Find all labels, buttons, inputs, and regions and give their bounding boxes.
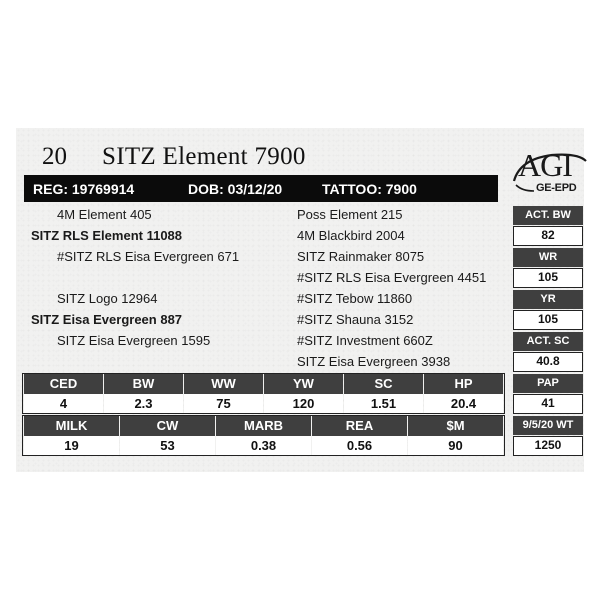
logo-text: AGI	[518, 147, 572, 183]
epd-value: 53	[120, 436, 215, 455]
epd-label: $M	[408, 416, 503, 436]
epd-value: 75	[184, 394, 263, 413]
pedigree-sire-sire: 4M Element 405	[57, 207, 152, 222]
epd-value: 0.38	[216, 436, 311, 455]
stat-value: 105	[513, 268, 583, 288]
stat-label: WR	[513, 248, 583, 267]
stat-value: 105	[513, 310, 583, 330]
agi-logo	[512, 147, 588, 203]
pedigree-ext: Poss Element 215	[297, 207, 403, 222]
epd-label: CW	[120, 416, 215, 436]
epd-label: HP	[424, 374, 503, 394]
pedigree-sire-dam: #SITZ RLS Eisa Evergreen 671	[57, 249, 240, 264]
bull-name: SITZ Element 7900	[102, 143, 306, 170]
stat-value: 82	[513, 226, 583, 246]
stat-value: 40.8	[513, 352, 583, 372]
stat-label: PAP	[513, 374, 583, 393]
pedigree-ext: 4M Blackbird 2004	[297, 228, 405, 243]
epd-label: CED	[24, 374, 103, 394]
pedigree-sire: SITZ RLS Element 11088	[31, 228, 183, 243]
epd-value: 120	[264, 394, 343, 413]
logo-subtext: GE-EPD	[536, 182, 577, 194]
pedigree-ext: #SITZ Shauna 3152	[297, 312, 414, 327]
pedigree-ext: SITZ Eisa Evergreen 3938	[297, 354, 451, 369]
epd-label: BW	[104, 374, 183, 394]
stat-value: 41	[513, 394, 583, 414]
epd-value: 90	[408, 436, 503, 455]
epd-value: 0.56	[312, 436, 407, 455]
pedigree-dam-dam: SITZ Eisa Evergreen 1595	[57, 333, 211, 348]
pedigree-ext: #SITZ Tebow 11860	[297, 291, 413, 306]
pedigree-dam-sire: SITZ Logo 12964	[57, 291, 158, 306]
pedigree-ext: #SITZ RLS Eisa Evergreen 4451	[297, 270, 487, 285]
epd-value: 1.51	[344, 394, 423, 413]
epd-value: 4	[24, 394, 103, 413]
epd-value: 19	[24, 436, 119, 455]
stat-label: ACT. BW	[513, 206, 583, 225]
epd-value: 2.3	[104, 394, 183, 413]
registration-number: REG: 19769914	[33, 181, 135, 197]
epd-label: SC	[344, 374, 423, 394]
pedigree-ext: SITZ Rainmaker 8075	[297, 249, 425, 264]
tattoo: TATTOO: 7900	[322, 181, 417, 197]
registration-bar	[24, 175, 498, 202]
pedigree-dam: SITZ Eisa Evergreen 887	[31, 312, 183, 327]
epd-label: REA	[312, 416, 407, 436]
epd-value: 20.4	[424, 394, 503, 413]
lot-number: 20	[42, 143, 67, 170]
stat-label: ACT. SC	[513, 332, 583, 351]
epd-label: MILK	[24, 416, 119, 436]
epd-label: MARB	[216, 416, 311, 436]
pedigree-ext: #SITZ Investment 660Z	[297, 333, 433, 348]
date-of-birth: DOB: 03/12/20	[188, 181, 283, 197]
stat-label: YR	[513, 290, 583, 309]
epd-label: WW	[184, 374, 263, 394]
stat-value: 1250	[513, 436, 583, 456]
stat-label: 9/5/20 WT	[513, 416, 583, 435]
epd-label: YW	[264, 374, 343, 394]
